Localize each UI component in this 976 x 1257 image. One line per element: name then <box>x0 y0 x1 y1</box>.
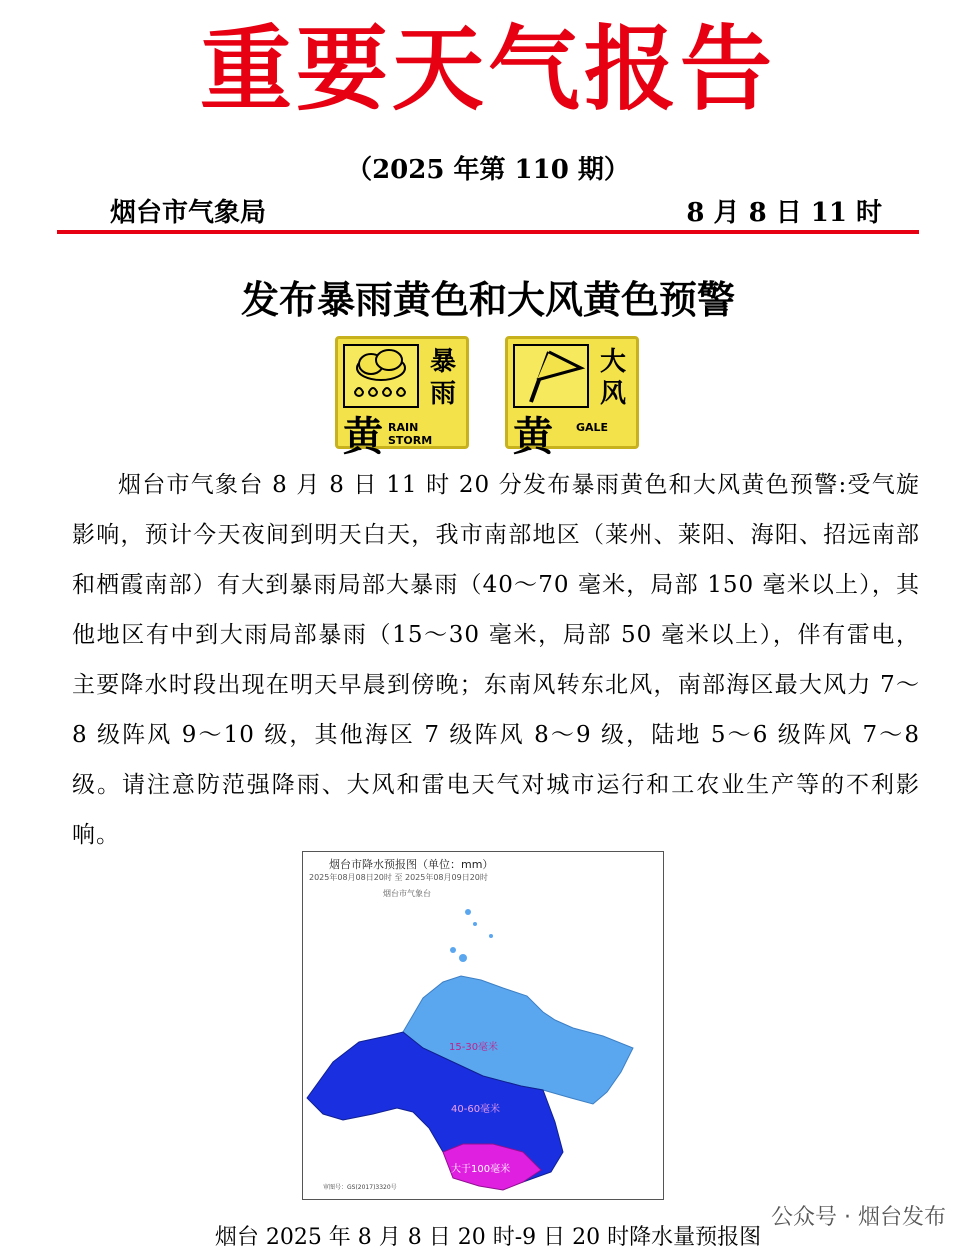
map-title: 烟台市降水预报图（单位：mm） <box>329 858 494 871</box>
rainstorm-warning-badge <box>335 336 469 460</box>
map-period: 2025年08月08日20时 至 2025年08月09日20时 <box>309 873 488 882</box>
precipitation-map <box>302 851 664 1200</box>
issue-number: （2025 年第 110 期） <box>346 155 630 185</box>
gale-warning-badge <box>505 336 639 460</box>
warning-body-text: 烟台市气象台 8 月 8 日 11 时 20 分发布暴雨黄色和大风黄色预警:受气旋影响，预计今天夜间到明天白天，我市南部地区（莱州、莱阳、海阳、招远南部和栖霞南部）有大到暴雨局部大暴雨（40～70 毫米，局部 150 毫米以上），其他地区有中到大雨局部暴雨（15～30 毫米，局部 50 毫米以上），伴有雷电，主要降水时段出现在明天早晨到傍晚；东南风转东北风，南部海区最大风力 7～8 级阵风 9～10 级，其他海区 7 级阵风 8～9 级，陆地 5～6 级阵风 7～8 级。请注意防范强降雨、大风和雷电天气对城市运行和工农业生产等的不利影响。 <box>72 472 920 848</box>
headline: 发布暴雨黄色和大风黄色预警 <box>240 277 735 322</box>
badge-level: 黄 <box>513 414 553 460</box>
map-approval-number: 审图号：GS(2017)3320号 <box>323 1184 397 1191</box>
map-org: 烟台市气象台 <box>383 889 431 898</box>
zone-label-mid: 40-60毫米 <box>451 1104 501 1115</box>
issue-datetime: 8 月 8 日 11 时 <box>686 198 882 228</box>
badge-level: 黄 <box>343 414 383 460</box>
report-title: 重要天气报告 <box>199 15 776 123</box>
map-caption: 烟台 2025 年 8 月 8 日 20 时-9 日 20 时降水量预报图 <box>214 1225 762 1250</box>
zone-label-heavy: 大于100毫米 <box>451 1164 511 1175</box>
badge-cn-top: 大 <box>600 347 627 377</box>
badge-cn-bottom: 雨 <box>430 379 457 409</box>
badge-en-label: RAIN STORM <box>388 421 433 447</box>
zone-label-light: 15-30毫米 <box>449 1042 499 1053</box>
wechat-watermark: 公众号 · 烟台发布 <box>771 1205 946 1230</box>
issuer: 烟台市气象局 <box>110 198 267 228</box>
badge-en-label: GALE <box>576 421 609 434</box>
header-divider <box>57 230 919 234</box>
badge-cn-bottom: 风 <box>600 379 627 409</box>
badge-cn-top: 暴 <box>430 347 457 377</box>
wind-flag-icon <box>513 344 589 408</box>
rain-cloud-icon <box>343 344 419 408</box>
map-shape <box>303 852 663 1199</box>
